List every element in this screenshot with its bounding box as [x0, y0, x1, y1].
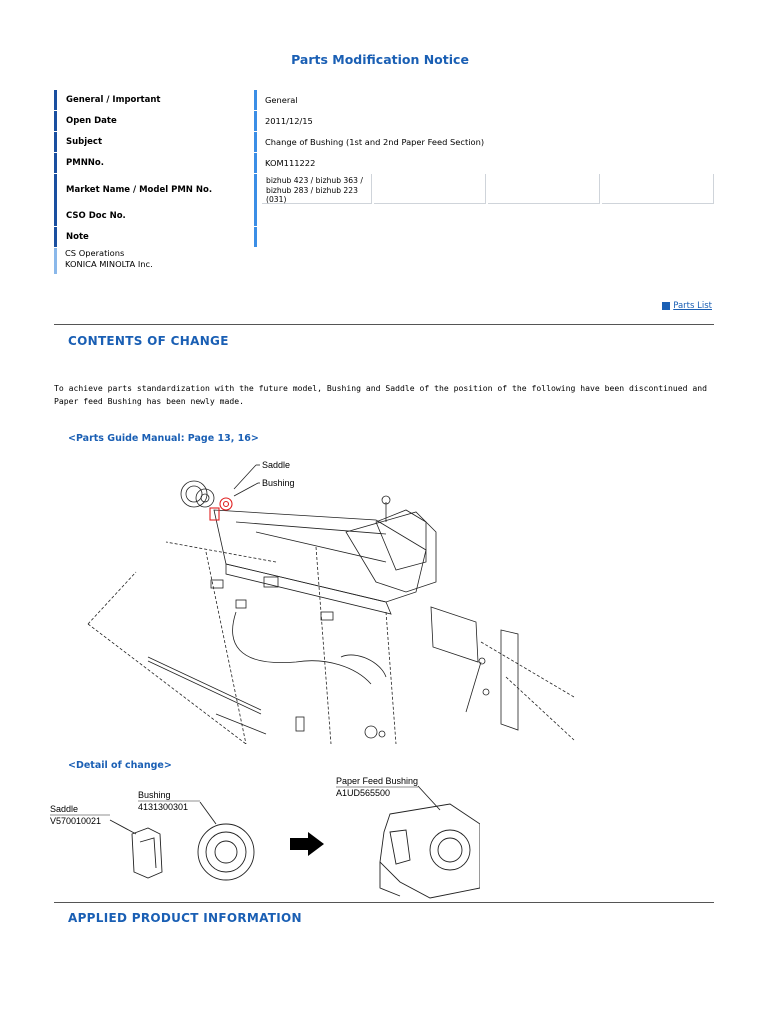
detail-bushing-name: Bushing — [138, 790, 171, 800]
contents-heading: CONTENTS OF CHANGE — [68, 334, 229, 348]
label-subject: Subject — [54, 132, 249, 152]
parts-list-label: Parts List — [673, 301, 712, 311]
issuer-block — [54, 248, 250, 274]
detail-bushing-no: 4131300301 — [138, 802, 189, 812]
detail-diagram — [50, 772, 480, 900]
diagram-label-saddle: Saddle — [262, 460, 291, 470]
arrow-right-icon — [290, 832, 324, 856]
parts-guide-heading: <Parts Guide Manual: Page 13, 16> — [68, 433, 259, 444]
detail-new-name: Paper Feed Bushing — [336, 776, 419, 786]
value-general-important: General — [254, 90, 714, 110]
divider-bottom — [54, 902, 714, 903]
model-cell-4 — [602, 174, 714, 204]
contents-text: To achieve parts standardization with the future model, Bushing and Saddle of the position of the following have been discontinued and Paper feed Bushing has been newly made. — [54, 383, 707, 406]
detail-saddle-name: Saddle — [50, 804, 79, 814]
value-subject: Change of Bushing (1st and 2nd Paper Feed Section) — [254, 132, 714, 152]
issuer-line-1: CS Operations — [65, 248, 125, 258]
detail-heading: <Detail of change> — [68, 760, 172, 771]
parts-list-link[interactable] — [662, 301, 712, 311]
model-cell-1: bizhub 423 / bizhub 363 / bizhub 283 / bizhub 223 (031) — [262, 174, 372, 204]
detail-saddle-no: V570010021 — [50, 816, 102, 826]
value-open-date: 2011/12/15 — [254, 111, 714, 131]
value-cso-doc — [254, 206, 714, 226]
value-note — [254, 227, 714, 247]
parts-guide-diagram — [86, 452, 576, 744]
diagram-label-bushing: Bushing — [262, 478, 295, 488]
list-icon — [662, 302, 670, 310]
detail-new-no: A1UD565500 — [336, 788, 391, 798]
issuer-line-2: KONICA MINOLTA Inc. — [65, 259, 153, 269]
divider-top — [54, 324, 714, 325]
label-cso-doc: CSO Doc No. — [54, 206, 249, 226]
value-pmn-no: KOM111222 — [254, 153, 714, 173]
model-grid — [254, 174, 714, 206]
label-open-date: Open Date — [54, 111, 249, 131]
model-cell-3 — [488, 174, 600, 204]
page-title: Parts Modification Notice — [291, 52, 469, 67]
applied-heading: APPLIED PRODUCT INFORMATION — [68, 911, 302, 925]
label-market-name: Market Name / Model PMN No. — [54, 174, 249, 206]
label-note: Note — [54, 227, 249, 247]
label-pmn-no: PMNNo. — [54, 153, 249, 173]
model-cell-2 — [374, 174, 486, 204]
label-general-important: General / Important — [54, 90, 249, 110]
